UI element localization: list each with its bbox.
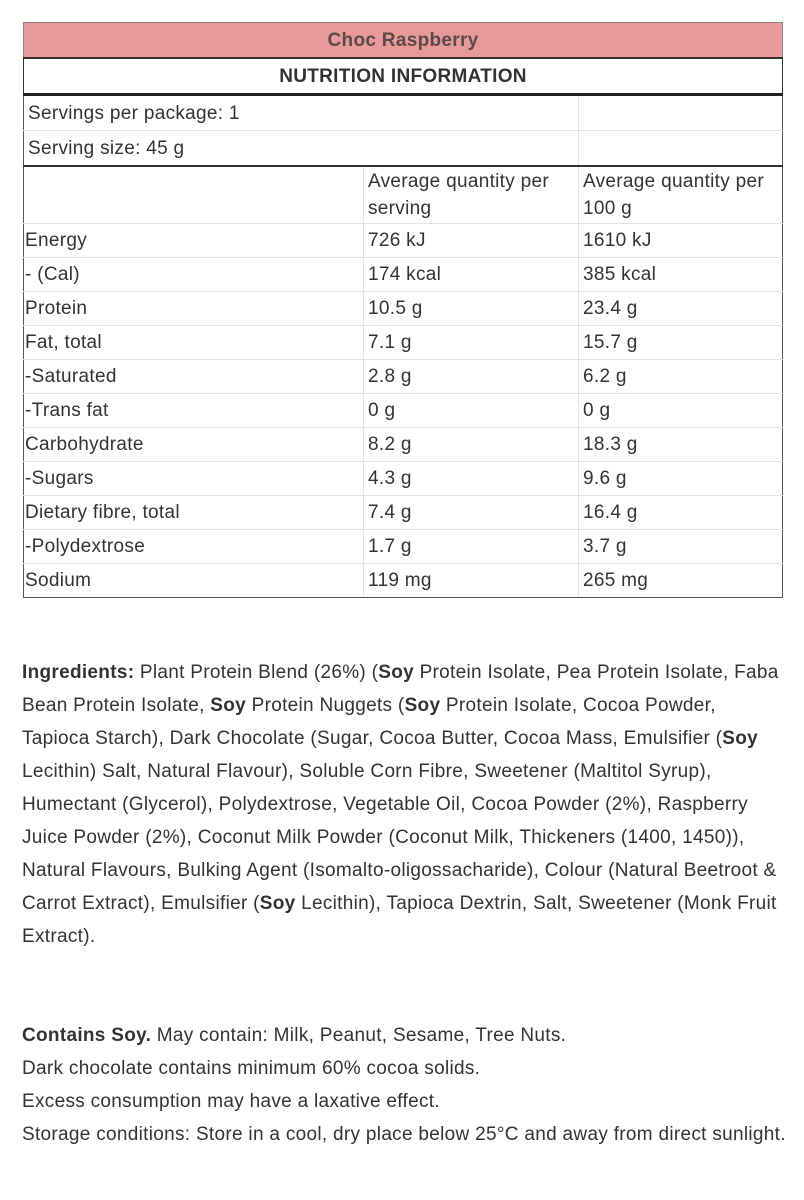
- table-heading: NUTRITION INFORMATION: [24, 58, 783, 95]
- table-row: [24, 326, 783, 360]
- column-header-per-100g: Average quantity per 100 g: [579, 166, 783, 224]
- nutrient-name: -Polydextrose: [24, 530, 364, 564]
- per-100g-value: 15.7 g: [579, 326, 783, 360]
- empty-cell: [579, 95, 783, 131]
- nutrient-name: Carbohydrate: [24, 428, 364, 462]
- servings-per-package: Servings per package: 1: [24, 95, 579, 131]
- per-serving-value: 726 kJ: [364, 224, 579, 258]
- ingredients-label: Ingredients:: [22, 662, 135, 683]
- per-100g-value: 18.3 g: [579, 428, 783, 462]
- ingredients-segment: Lecithin), Tapioca Dextrin, Salt, Sweetener (Monk Fruit Extract).: [22, 893, 777, 947]
- serving-size-row: [24, 131, 783, 167]
- per-100g-value: 1610 kJ: [579, 224, 783, 258]
- per-serving-value: 2.8 g: [364, 360, 579, 394]
- column-header-row: [24, 166, 783, 224]
- per-100g-value: 16.4 g: [579, 496, 783, 530]
- storage-line: Storage conditions: Store in a cool, dry place below 25°C and away from direct sunlight.: [22, 1124, 786, 1145]
- product-title: Choc Raspberry: [24, 23, 783, 59]
- title-row: [24, 23, 783, 59]
- per-serving-value: 7.1 g: [364, 326, 579, 360]
- heading-row: [24, 58, 783, 95]
- per-100g-value: 23.4 g: [579, 292, 783, 326]
- ingredients-segment: Protein Isolate, Pea Protein Isolate, Faba Bean Protein Isolate,: [22, 662, 779, 716]
- allergen-highlight: Soy: [722, 728, 759, 749]
- per-serving-value: 174 kcal: [364, 258, 579, 292]
- column-header-nutrient: [24, 166, 364, 224]
- ingredients-text: [22, 662, 779, 947]
- allergen-highlight: Soy: [378, 662, 414, 683]
- servings-row: [24, 95, 783, 131]
- table-row: [24, 564, 783, 598]
- ingredients-paragraph: [22, 656, 787, 953]
- allergen-highlight: Soy: [210, 695, 247, 716]
- nutrient-name: Energy: [24, 224, 364, 258]
- nutrient-name: -Saturated: [24, 360, 364, 394]
- table-row: [24, 462, 783, 496]
- per-serving-value: 4.3 g: [364, 462, 579, 496]
- ingredients-segment: Protein Nuggets (: [246, 695, 405, 716]
- may-contain-text: May contain: Milk, Peanut, Sesame, Tree Nuts.: [151, 1025, 567, 1046]
- nutrient-name: Fat, total: [24, 326, 364, 360]
- per-serving-value: 0 g: [364, 394, 579, 428]
- nutrient-name: Dietary fibre, total: [24, 496, 364, 530]
- allergen-highlight: Soy: [259, 893, 296, 914]
- table-row: [24, 428, 783, 462]
- contains-label: Contains Soy.: [22, 1025, 152, 1046]
- table-row: [24, 496, 783, 530]
- allergen-highlight: Soy: [404, 695, 441, 716]
- notes-block: [22, 1019, 787, 1151]
- per-100g-value: 265 mg: [579, 564, 783, 598]
- table-row: [24, 258, 783, 292]
- per-serving-value: 10.5 g: [364, 292, 579, 326]
- table-row: [24, 530, 783, 564]
- empty-cell: [579, 131, 783, 167]
- table-row: [24, 224, 783, 258]
- column-header-per-serving: Average quantity per serving: [364, 166, 579, 224]
- laxative-line: Excess consumption may have a laxative effect.: [22, 1091, 440, 1112]
- per-serving-value: 1.7 g: [364, 530, 579, 564]
- ingredients-segment: Protein Isolate, Cocoa Powder, Tapioca Starch), Dark Chocolate (Sugar, Cocoa Butter, Cocoa Mass, Emulsifier (: [22, 695, 723, 749]
- table-row: [24, 360, 783, 394]
- serving-size: Serving size: 45 g: [24, 131, 579, 167]
- allergen-line: [22, 1019, 787, 1052]
- nutrient-name: Protein: [24, 292, 364, 326]
- nutrient-name: -Trans fat: [24, 394, 364, 428]
- per-100g-value: 3.7 g: [579, 530, 783, 564]
- per-100g-value: 0 g: [579, 394, 783, 428]
- dark-chocolate-line: Dark chocolate contains minimum 60% cocoa solids.: [22, 1058, 481, 1079]
- nutrition-panel: [23, 22, 782, 598]
- per-serving-value: 119 mg: [364, 564, 579, 598]
- per-100g-value: 9.6 g: [579, 462, 783, 496]
- nutrient-name: Sodium: [24, 564, 364, 598]
- table-row: [24, 394, 783, 428]
- ingredients-segment: Plant Protein Blend (26%) (: [134, 662, 379, 683]
- per-serving-value: 7.4 g: [364, 496, 579, 530]
- per-100g-value: 6.2 g: [579, 360, 783, 394]
- table-row: [24, 292, 783, 326]
- ingredients-segment: Lecithin) Salt, Natural Flavour), Soluble Corn Fibre, Sweetener (Maltitol Syrup), Humectant (Glycerol), Polydextrose, Vegetable Oil, Cocoa Powder (2%), Raspberry Juice Powder (2%), Coconut Milk Powder (Coconut Milk, Thickeners (1400, 1450)), Natural Flavours, Bulking Agent (Isomalto-oligossacharide), Colour (Natural Beetroot & Carrot Extract), Emulsifier (: [22, 761, 777, 914]
- per-100g-value: 385 kcal: [579, 258, 783, 292]
- nutrient-name: - (Cal): [24, 258, 364, 292]
- nutrition-table: [23, 22, 783, 598]
- per-serving-value: 8.2 g: [364, 428, 579, 462]
- nutrient-name: -Sugars: [24, 462, 364, 496]
